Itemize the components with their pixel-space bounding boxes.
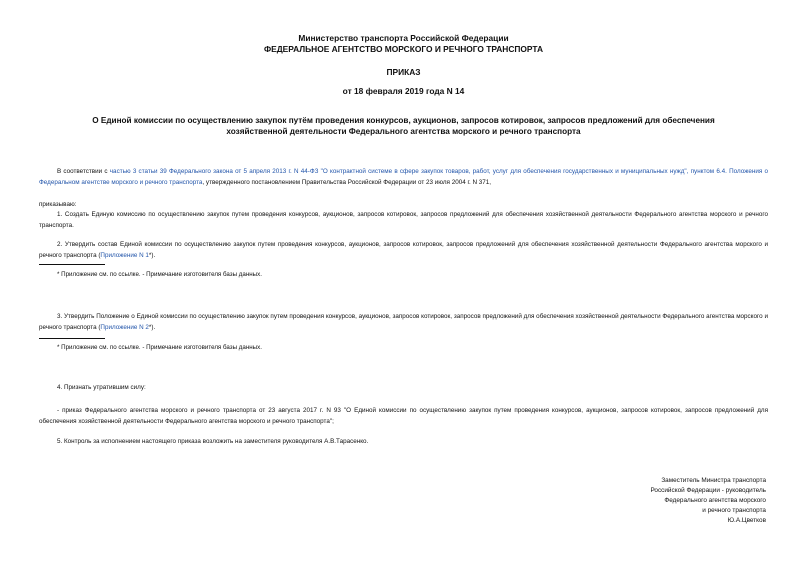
law-reference-link[interactable]: частью 3 статьи 39 Федерального закона от 5 апреля 2013 г. N 44-ФЗ "О контрактной системе в сфере закупок товаров, работ, услуг для обеспечения государственных и муниципальных нужд", пунктом 6.4. Положения о Федеральном агентстве морского и речного транспорта (39, 168, 768, 186)
footnote-2: * Приложение см. по ссылке. - Примечание изготовителя базы данных. (57, 344, 262, 351)
item-5: 5. Контроль за исполнением настоящего приказа возложить на заместителя руководителя А.В.Тарасенко. (57, 438, 369, 445)
item-4-repealed-order: - приказ Федерального агентства морского и речного транспорта от 23 августа 2017 г. N 93 "О Единой комиссии по осуществлению закупок путем проведения конкурсов, аукционов, запросов котировок, запросов предложений для обеспечения хозяйственной деятельности Федерального агентства морского и речного транспорта"; (39, 407, 768, 425)
item-2-text: 2. Утвердить состав Единой комиссии по осуществлению закупок путем проведения конкурсов, аукционов, запросов котировок, запросов предложений для обеспечения хозяйственной деятельности Федерального агентства морского и речного транспорта ( (39, 241, 768, 259)
order-word: приказываю: (39, 201, 77, 208)
appendix-2-link[interactable]: Приложение N 2 (100, 323, 149, 331)
signature-line-2: Российской Федерации - руководитель (650, 487, 766, 494)
preamble-paragraph (39, 167, 768, 188)
document-title-line-1: О Единой комиссии по осуществлению закупок путём проведения конкурсов, аукционов, запросов котировок, запросов предложений для обеспечения (92, 116, 715, 125)
preamble-text-end: , утвержденного постановлением Правительства Российской Федерации от 23 июля 2004 г. N 371, (202, 178, 492, 186)
item-2 (39, 240, 768, 261)
document-type: ПРИКАЗ (386, 67, 421, 77)
signature-name: Ю.А.Цветков (727, 517, 766, 524)
footnote-1: * Приложение см. по ссылке. - Примечание изготовителя базы данных. (57, 271, 262, 278)
signature-line-3: Федерального агентства морского (664, 497, 766, 504)
document-title-line-2: хозяйственной деятельности Федерального агентства морского и речного транспорта (226, 127, 581, 136)
item-2-end: *). (148, 251, 156, 259)
agency-name: ФЕДЕРАЛЬНОЕ АГЕНТСТВО МОРСКОГО И РЕЧНОГО ТРАНСПОРТА (263, 44, 544, 54)
item-1: 1. Создать Единую комиссию по осуществлению закупок путем проведения конкурсов, аукционов, запросов котировок, запросов предложений для обеспечения хозяйственной деятельности Федерального агентства морского и речного транспорта. (39, 211, 768, 229)
footnote-divider (39, 264, 105, 265)
document-date: от 18 февраля 2019 года N 14 (342, 86, 465, 96)
item-3 (39, 312, 768, 333)
signature-line-4: и речного транспорта (702, 507, 766, 514)
item-3-text: 3. Утвердить Положение о Единой комиссии по осуществлению закупок путем проведения конкурсов, аукционов, запросов котировок, запросов предложений для обеспечения хозяйственной деятельности Федерального агентства морского и речного транспорта ( (39, 313, 768, 331)
footnote-divider (39, 338, 105, 339)
item-3-end: *). (148, 323, 156, 331)
appendix-1-link[interactable]: Приложение N 1 (100, 251, 149, 259)
preamble-text: В соответствии с (57, 168, 110, 175)
ministry-name: Министерство транспорта Российской Федерации (298, 33, 509, 43)
signature-block (650, 476, 766, 526)
item-4: 4. Признать утратившим силу: (57, 384, 146, 391)
signature-line-1: Заместитель Министра транспорта (661, 477, 766, 484)
